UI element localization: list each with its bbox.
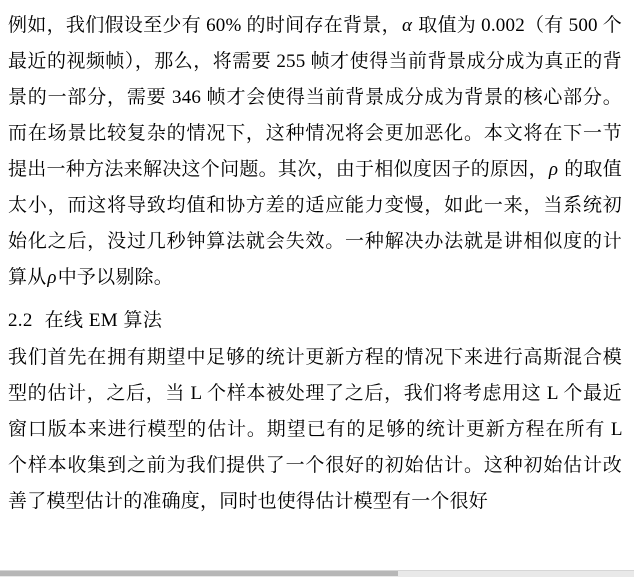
section-title-after: 算法 — [117, 310, 163, 331]
paragraph-2-segment-3: 个最近窗口版本来进行模型的估计。期望已有的足够的统计更新方程在所有 — [8, 383, 622, 440]
paragraph-1-segment-2: 的时间存在背景， — [241, 15, 401, 36]
alpha-symbol: α — [401, 15, 413, 36]
symbol-l-1: L — [190, 383, 202, 404]
rho-symbol-2: ρ — [47, 267, 57, 288]
paragraph-2-segment-2: 个样本被处理了之后，我们将考虑用这 — [201, 383, 547, 404]
section-title-before: 在线 — [44, 310, 89, 331]
section-heading-2-2 — [8, 302, 622, 340]
paragraph-2-segment-4: 个样本收集到之前为我们提供了一个很好的初始估计。这种初始估计改善了模型估计的准确度，同时也使得估计模型有一个很好 — [8, 455, 622, 512]
horizontal-scrollbar[interactable] — [0, 570, 634, 577]
paragraph-1-segment-5: 中予以剔除。 — [57, 267, 173, 288]
rho-symbol-1: ρ — [548, 159, 559, 180]
paragraph-2-segment-1: 我们首先在拥有期望中足够的统计更新方程的情况下来进行高斯混合模型的估计，之后，当 — [8, 347, 622, 404]
paragraph-background-ratio — [8, 8, 622, 296]
percent-60-value: 60% — [206, 15, 242, 36]
symbol-l-3: L — [610, 419, 622, 440]
symbol-l-2: L — [546, 383, 558, 404]
section-number: 2.2 — [8, 310, 33, 331]
paragraph-1-segment-3: 取值为 0.002（有 500 个最近的视频帧），那么，将需要 255 帧才使得当前背景成分成为真正的背景的一部分，需要 346 帧才会使得当前背景成分成为背景的核心部分。而在场景比较复杂的情况下，这种情况将会更加恶化。本文将在下一节提出一种方法来解决这个问题。其次，由于相似度因子的原因， — [8, 15, 622, 180]
paragraph-online-em — [8, 340, 622, 520]
horizontal-scrollbar-thumb[interactable] — [0, 571, 398, 576]
document-body — [8, 8, 622, 520]
paragraph-1-segment-4: 的取值太小，而这将导致均值和协方差的适应能力变慢，如此一来，当系统初始化之后，没过几秒钟算法就会失效。一种解决办法就是讲相似度的计算从 — [8, 159, 622, 288]
section-title-acronym: EM — [88, 310, 118, 331]
paragraph-1-segment-1: 例如，我们假设至少有 — [8, 15, 207, 36]
